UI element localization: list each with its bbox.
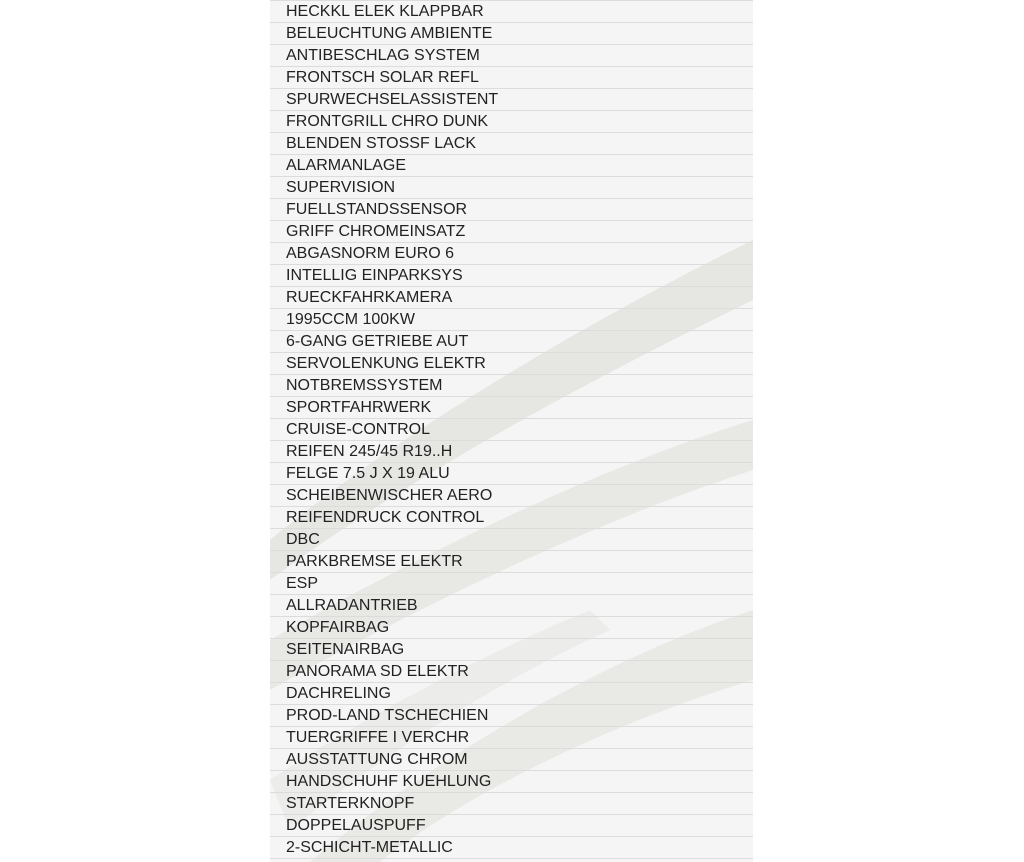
list-item: BELEUCHTUNG AMBIENTE: [270, 23, 753, 45]
list-item: GRIFF CHROMEINSATZ: [270, 221, 753, 243]
list-item: 1995CCM 100KW: [270, 309, 753, 331]
list-item: SERVOLENKUNG ELEKTR: [270, 353, 753, 375]
list-item: KOPFAIRBAG: [270, 617, 753, 639]
list-item: SPORTFAHRWERK: [270, 397, 753, 419]
list-item: ALLRADANTRIEB: [270, 595, 753, 617]
list-item: DOPPELAUSPUFF: [270, 815, 753, 837]
list-item: PANORAMA SD ELEKTR: [270, 661, 753, 683]
list-item: FRONTGRILL CHRO DUNK: [270, 111, 753, 133]
list-item: REIFENDRUCK CONTROL: [270, 507, 753, 529]
list-item: 6-GANG GETRIEBE AUT: [270, 331, 753, 353]
list-item: SPURWECHSELASSISTENT: [270, 89, 753, 111]
list-item: SEITENAIRBAG: [270, 639, 753, 661]
list-item: 2-SCHICHT-METALLIC: [270, 837, 753, 859]
list-item: HECKKL ELEK KLAPPBAR: [270, 0, 753, 23]
list-item: PROD-LAND TSCHECHIEN: [270, 705, 753, 727]
list-item: CRUISE-CONTROL: [270, 419, 753, 441]
list-item: ALARMANLAGE: [270, 155, 753, 177]
list-item: DBC: [270, 529, 753, 551]
list-item: ESP: [270, 573, 753, 595]
list-item: FRONTSCH SOLAR REFL: [270, 67, 753, 89]
list-item: PARKBREMSE ELEKTR: [270, 551, 753, 573]
list-item: HANDSCHUHF KUEHLUNG: [270, 771, 753, 793]
list-item: INTELLIG EINPARKSYS: [270, 265, 753, 287]
equipment-panel: [270, 0, 753, 862]
list-item: RUECKFAHRKAMERA: [270, 287, 753, 309]
list-item: REIFEN 245/45 R19..H: [270, 441, 753, 463]
list-item: ANTIBESCHLAG SYSTEM: [270, 45, 753, 67]
list-item: SCHEIBENWISCHER AERO: [270, 485, 753, 507]
list-item: FELGE 7.5 J X 19 ALU: [270, 463, 753, 485]
equipment-list: [270, 1, 753, 859]
list-item: TUERGRIFFE I VERCHR: [270, 727, 753, 749]
list-item: AUSSTATTUNG CHROM: [270, 749, 753, 771]
list-item: STARTERKNOPF: [270, 793, 753, 815]
list-item: DACHRELING: [270, 683, 753, 705]
list-item: BLENDEN STOSSF LACK: [270, 133, 753, 155]
list-item: NOTBREMSSYSTEM: [270, 375, 753, 397]
list-item: FUELLSTANDSSENSOR: [270, 199, 753, 221]
list-item: ABGASNORM EURO 6: [270, 243, 753, 265]
list-item: SUPERVISION: [270, 177, 753, 199]
